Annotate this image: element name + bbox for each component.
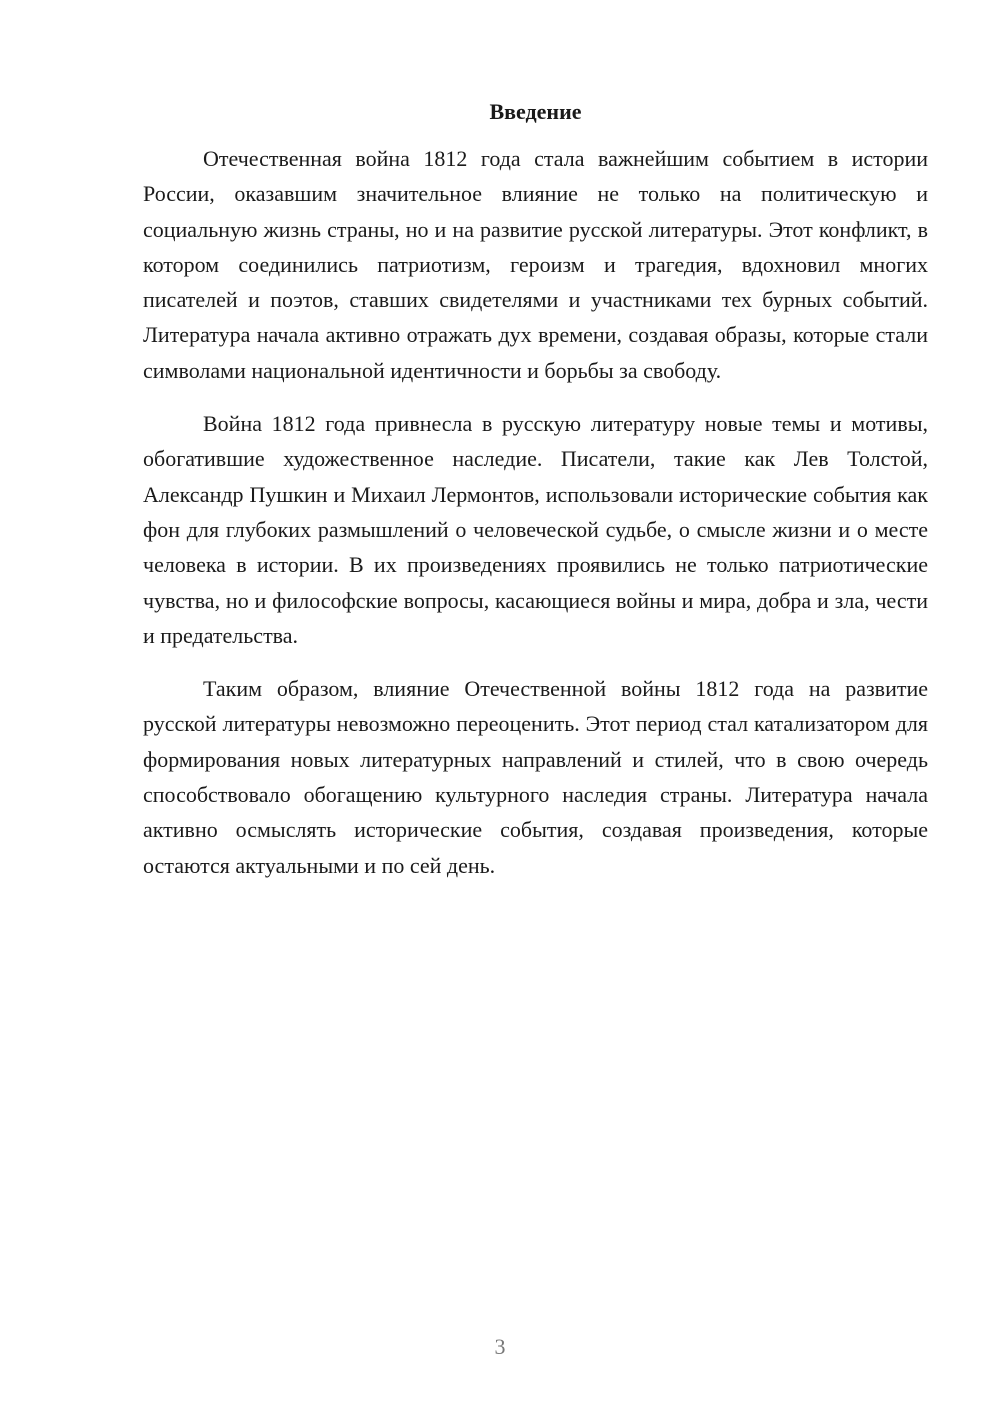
page-number: 3	[494, 1334, 506, 1359]
paragraph-2: Война 1812 года привнесла в русскую литературу новые темы и мотивы, обогатившие художественное наследие. Писатели, такие как Лев Толстой, Александр Пушкин и Михаил Лермонтов, использовали исторические события как фон для глубоких размышлений о человеческой судьбе, о смысле жизни и о месте человека в истории. В их произведениях проявились не только патриотические чувства, но и философские вопросы, касающиеся войны и мира, добра и зла, чести и предательства.	[143, 411, 928, 648]
body-text	[143, 141, 928, 901]
paragraph-3: Таким образом, влияние Отечественной войны 1812 года на развитие русской литературы невозможно переоценить. Этот период стал катализатором для формирования новых литературных направлений и стилей, что в свою очередь способствовало обогащению культурного наследия страны. Литература начала активно осмыслять исторические события, создавая произведения, которые остаются актуальными и по сей день.	[143, 676, 928, 878]
paragraph-1: Отечественная война 1812 года стала важнейшим событием в истории России, оказавшим значительное влияние не только на политическую и социальную жизнь страны, но и на развитие русской литературы. Этот конфликт, в котором соединились патриотизм, героизм и трагедия, вдохновил многих писателей и поэтов, ставших свидетелями и участниками тех бурных событий. Литература начала активно отражать дух времени, создавая образы, которые стали символами национальной идентичности и борьбы за свободу.	[143, 146, 928, 383]
page-title: Введение	[489, 99, 582, 124]
